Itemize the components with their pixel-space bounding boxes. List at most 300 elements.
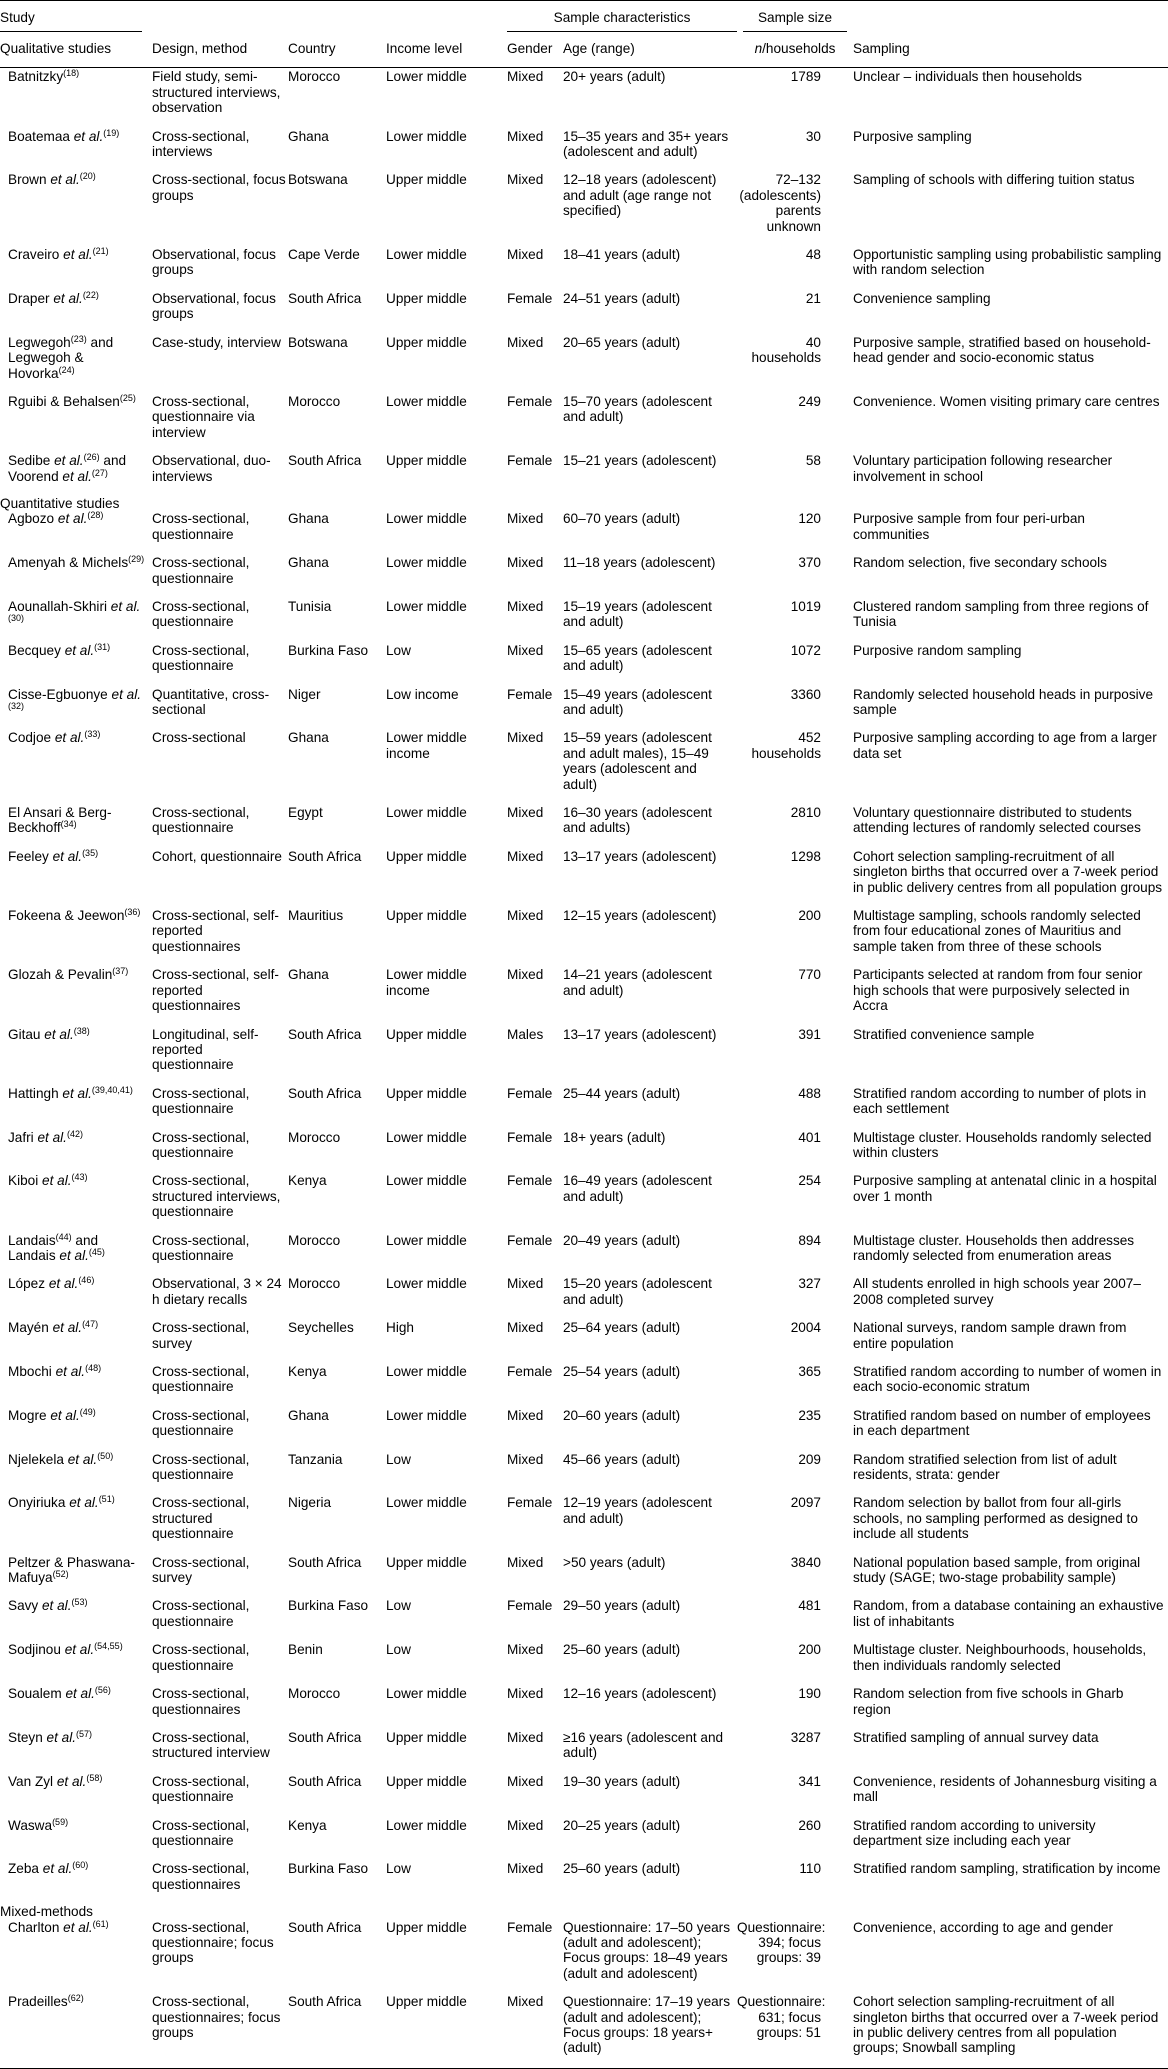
cell-sampling: Purposive sampling according to age from a larger data set (853, 730, 1157, 761)
cell-gender: Female (507, 1085, 553, 1101)
header-col-design: Design, method (152, 41, 248, 57)
study-ref: (48) (85, 1363, 102, 1373)
table-row (0, 452, 1168, 496)
cell-study (0, 1363, 152, 1407)
study-text: Hattingh (8, 1085, 63, 1101)
cell-country: Mauritius (288, 908, 344, 924)
cell-sampling: Multistage cluster. Neighbourhoods, households, then individuals randomly selected (853, 1642, 1147, 1673)
cell-study (0, 848, 152, 907)
study-ref: (43) (71, 1172, 88, 1183)
cell-design: Cross-sectional, structured interview (152, 1729, 270, 1761)
cell-gender: Mixed (507, 1642, 544, 1658)
cell-country: South Africa (288, 1919, 362, 1935)
study-ref: (49) (79, 1406, 96, 1417)
cell-age: 11–18 years (adolescent) (563, 555, 716, 571)
cell-gender: Mixed (507, 848, 544, 864)
study2-text: and Voorend (8, 453, 127, 484)
cell-design: Cross-sectional, questionnaire (152, 1598, 250, 1629)
cell-sampling: Random stratified selection from list of adult residents, strata: gender (853, 1451, 1117, 1483)
study-ref: (19) (103, 127, 120, 138)
study-etal: et al. (42, 1598, 72, 1614)
cell-gender: Mixed (507, 334, 544, 350)
cell-n: 254 (798, 1173, 821, 1189)
cell-age: 20–49 years (adult) (563, 1232, 681, 1248)
cell-income: Upper middle (386, 1919, 467, 1935)
cell-study (0, 246, 152, 290)
cell-n: 452 households (751, 730, 821, 761)
cell-n: 260 (798, 1817, 821, 1833)
cell-n: 209 (798, 1451, 821, 1467)
cell-study (0, 68, 152, 128)
header-col-n-rest: /households (762, 41, 836, 57)
cell-sampling: Participants selected at random from four senior high schools that were purposively selected in Accra (853, 967, 1143, 1014)
cell-design: Cross-sectional, questionnaire (152, 1642, 250, 1673)
cell-income: Upper middle (386, 1773, 467, 1789)
table-row (0, 1685, 1168, 1729)
study-text: Pradeilles (8, 1994, 68, 2010)
cell-age: 25–44 years (adult) (563, 1085, 681, 1101)
cell-design: Cross-sectional, questionnaire (152, 1129, 250, 1160)
cell-n: 894 (798, 1232, 821, 1248)
study-text: Landais (8, 1232, 56, 1248)
cell-gender: Female (507, 1232, 553, 1248)
study-etal: et al. (67, 1451, 98, 1467)
study-text: Mayén (8, 1320, 53, 1336)
study-etal: et al. (73, 128, 104, 144)
study-text: Fokeena & Jeewon (8, 908, 125, 924)
table-row (0, 1451, 1168, 1495)
cell-n: 370 (798, 555, 821, 571)
cell-design: Cross-sectional, self-reported questionnaires (152, 908, 279, 954)
cell-design: Cross-sectional, survey (152, 1320, 250, 1351)
cell-income: Upper middle (386, 1026, 467, 1042)
study-ref: (18) (63, 68, 80, 79)
cell-design: Cross-sectional, questionnaire (152, 1773, 250, 1805)
cell-age: 20–25 years (adult) (563, 1817, 681, 1833)
cell-country: South Africa (288, 1773, 362, 1789)
study-ref: (54,55) (94, 1641, 123, 1652)
cell-country: Ghana (288, 511, 329, 527)
cell-age: 15–35 years and 35+ years (adolescent and adult) (563, 128, 729, 160)
study-ref: (57) (76, 1728, 93, 1739)
cell-sampling: National surveys, random sample drawn from entire population (853, 1320, 1127, 1351)
cell-design: Cross-sectional, focus groups (152, 172, 286, 203)
study-etal: et al. (55, 1364, 86, 1379)
cell-study (0, 966, 152, 1025)
cell-country: Burkina Faso (288, 1861, 369, 1877)
study-ref: (31) (94, 641, 111, 652)
cell-study (0, 729, 152, 804)
cell-design: Cross-sectional, structured interviews, questionnaire (152, 1173, 281, 1220)
cell-sampling: Random selection by ballot from four all-girls schools, no sampling performed as designed to include all students (853, 1495, 1138, 1542)
study-text: Steyn (8, 1729, 47, 1745)
section-title: Quantitative studies (0, 495, 120, 511)
cell-country: Morocco (288, 69, 341, 85)
table-row (0, 686, 1168, 730)
table-row (0, 1275, 1168, 1319)
cell-study (0, 642, 152, 686)
cell-age: 25–60 years (adult) (563, 1642, 681, 1658)
study-etal: et al. (44, 1026, 74, 1042)
cell-study (0, 128, 152, 172)
cell-country: South Africa (288, 1554, 362, 1570)
study-ref: (20) (79, 171, 96, 182)
study-text: Feeley (8, 848, 53, 864)
cell-country: Ghana (288, 730, 329, 746)
cell-country: Botswana (288, 334, 348, 350)
study-text: Draper (8, 290, 54, 306)
cell-n: Questionnaire: 394; focus groups: 39 (737, 1919, 826, 1966)
table-row (0, 1494, 1168, 1553)
cell-study (0, 1494, 152, 1553)
study-etal: et al. (54, 453, 84, 469)
cell-age: 15–21 years (adolescent) (563, 453, 717, 469)
cell-design: Cross-sectional, questionnaires (152, 1861, 250, 1892)
study-text: Van Zyl (8, 1773, 57, 1789)
study-etal: et al. (111, 686, 142, 702)
study-text: Mbochi (8, 1364, 56, 1379)
cell-sampling: Purposive random sampling (853, 642, 1022, 658)
study-text: Sedibe (8, 453, 55, 469)
cell-sampling: Stratified convenience sample (853, 1026, 1035, 1042)
cell-study (0, 1026, 152, 1085)
table-row (0, 804, 1168, 848)
cell-sampling: Multistage sampling, schools randomly selected from four educational zones of Mauritius and sample taken from three of these schools (853, 908, 1141, 954)
cell-income: Upper middle (386, 453, 467, 469)
cell-n: 365 (798, 1364, 821, 1379)
table-row (0, 290, 1168, 334)
study-text: El Ansari & Berg-Beckhoff (8, 805, 112, 836)
study-text: Craveiro (8, 247, 64, 263)
cell-income: Upper middle (386, 1554, 467, 1570)
cell-sampling: Stratified random sampling, stratification by income (853, 1861, 1161, 1877)
cell-gender: Mixed (507, 967, 544, 983)
cell-gender: Mixed (507, 642, 544, 658)
cell-country: Tanzania (288, 1451, 343, 1467)
cell-n: 341 (798, 1773, 821, 1789)
cell-study (0, 1451, 152, 1495)
cell-n: 488 (798, 1085, 821, 1101)
cell-design: Case-study, interview (152, 334, 281, 350)
study-ref: (34) (60, 819, 77, 830)
cell-age: 13–17 years (adolescent) (563, 848, 717, 864)
cell-gender: Female (507, 1495, 553, 1511)
cell-age: 45–66 years (adult) (563, 1451, 681, 1467)
table-row (0, 68, 1168, 128)
study-text: Batnitzky (8, 69, 64, 85)
table-row (0, 1597, 1168, 1641)
study-ref: (61) (92, 1918, 109, 1929)
cell-income: Upper middle (386, 172, 467, 188)
cell-income: Low (386, 642, 411, 658)
cell-income: Lower middle (386, 1817, 467, 1833)
study-ref: (22) (82, 289, 99, 300)
cell-country: South Africa (288, 1085, 362, 1101)
study-etal: et al. (52, 1320, 83, 1336)
cell-gender: Mixed (507, 555, 544, 571)
table-row (0, 966, 1168, 1025)
cell-income: Low (386, 1451, 411, 1467)
cell-n: 2810 (790, 805, 821, 821)
cell-country: Ghana (288, 128, 329, 144)
cell-design: Cross-sectional, questionnaire (152, 511, 250, 542)
cell-gender: Mixed (507, 1817, 544, 1833)
table-row (0, 1407, 1168, 1451)
cell-gender: Female (507, 1919, 553, 1935)
cell-n: 1298 (790, 848, 821, 864)
cell-n: 110 (799, 1861, 821, 1877)
cell-gender: Mixed (507, 128, 544, 144)
cell-income: Upper middle (386, 1085, 467, 1101)
study-etal: et al. (52, 848, 83, 864)
cell-n: 2004 (790, 1320, 821, 1336)
cell-age: 13–17 years (adolescent) (563, 1026, 717, 1042)
cell-design: Cross-sectional, questionnaire (152, 598, 250, 630)
cell-study (0, 334, 152, 393)
cell-sampling: Cohort selection sampling-recruitment of all singleton births that occurred over a 7-week period in public delivery centres from all population groups; Snowball sampling (853, 1994, 1159, 2056)
cell-age: 15–19 years (adolescent and adult) (563, 598, 712, 630)
cell-n: 58 (805, 453, 821, 469)
study2-ref: (27) (91, 467, 108, 478)
cell-design: Cross-sectional, interviews (152, 128, 250, 160)
cell-design: Quantitative, cross-sectional (152, 686, 270, 717)
cell-country: Morocco (288, 393, 341, 409)
cell-country: Morocco (288, 1686, 341, 1702)
table-row (0, 598, 1168, 642)
cell-sampling: Stratified random according to number of plots in each settlement (853, 1085, 1147, 1117)
cell-income: Low (386, 1861, 411, 1877)
cell-study (0, 804, 152, 848)
study-text: Mogre (8, 1407, 51, 1423)
cell-country: South Africa (288, 1729, 362, 1745)
cell-income: Low (386, 1642, 411, 1658)
cell-age: 25–64 years (adult) (563, 1320, 681, 1336)
cell-study (0, 1773, 152, 1817)
study-etal: et al. (110, 598, 141, 614)
study2-text: and Landais (8, 1232, 99, 1263)
cell-study (0, 171, 152, 246)
cell-design: Cross-sectional, questionnaire (152, 642, 250, 674)
cell-n: 2097 (790, 1495, 821, 1511)
cell-sampling: Purposive sample from four peri-urban communities (853, 511, 1085, 542)
cell-country: Nigeria (288, 1495, 332, 1511)
cell-income: Upper middle (386, 290, 467, 306)
cell-country: Ghana (288, 555, 329, 571)
cell-country: South Africa (288, 290, 362, 306)
cell-income: Lower middle (386, 69, 467, 85)
cell-age: 20–65 years (adult) (563, 334, 681, 350)
cell-country: Ghana (288, 1407, 329, 1423)
header-sample-size-label: Sample size (743, 10, 847, 32)
cell-n: 200 (798, 1642, 821, 1658)
study-ref: (23) (70, 333, 87, 344)
cell-sampling: Random selection from five schools in Gharb region (853, 1686, 1124, 1717)
table-row (0, 848, 1168, 907)
table-row (0, 334, 1168, 393)
cell-study (0, 1920, 152, 1994)
table-row (0, 1085, 1168, 1129)
cell-sampling: Multistage cluster. Households then addresses randomly selected from enumeration areas (853, 1232, 1135, 1263)
cell-country: Benin (288, 1642, 323, 1658)
cell-design: Longitudinal, self-reported questionnaire (152, 1026, 259, 1073)
cell-income: Lower middle (386, 247, 467, 263)
cell-sampling: Stratified random according to number of women in each socio-economic stratum (853, 1364, 1162, 1395)
study-ref: (42) (66, 1128, 83, 1139)
cell-design: Field study, semi-structured interviews, observation (152, 69, 281, 116)
cell-country: Ghana (288, 967, 329, 983)
cell-gender: Mixed (507, 172, 544, 188)
cell-income: Lower middle (386, 1364, 467, 1379)
cell-design: Cross-sectional, questionnaire (152, 1232, 250, 1263)
cell-age: Questionnaire: 17–50 years (adult and adolescent); Focus groups: 18–49 years (adult and adolescent) (563, 1919, 731, 1981)
study-ref: (26) (83, 452, 100, 463)
cell-design: Cross-sectional, questionnaire (152, 1817, 250, 1848)
cell-design: Cross-sectional, questionnaire (152, 805, 250, 836)
header-study-label: Study (0, 10, 142, 32)
cell-sampling: Purposive sampling at antenatal clinic in a hospital over 1 month (853, 1173, 1157, 1204)
study-etal: et al. (50, 172, 80, 188)
cell-sampling: Purposive sample, stratified based on household-head gender and socio-economic status (853, 334, 1151, 366)
cell-age: 18+ years (adult) (563, 1129, 666, 1145)
header-row-top (0, 1, 1168, 33)
cell-income: Upper middle (386, 334, 467, 350)
cell-n: 327 (798, 1276, 821, 1292)
section-title-row (0, 1904, 1168, 1919)
cell-gender: Female (507, 453, 553, 469)
cell-study (0, 686, 152, 730)
cell-n: 401 (798, 1129, 821, 1145)
cell-age: 15–59 years (adolescent and adult males), 15–49 years (adolescent and adult) (563, 730, 712, 792)
cell-gender: Mixed (507, 1554, 544, 1570)
header-study (0, 1, 152, 33)
cell-sampling: Convenience sampling (853, 290, 991, 306)
cell-gender: Mixed (507, 1994, 544, 2010)
study-etal: et al. (50, 1407, 80, 1423)
cell-study (0, 554, 152, 598)
cell-design: Observational, focus groups (152, 247, 276, 278)
study-text: Peltzer & Phaswana-Mafuya (8, 1554, 135, 1586)
cell-income: Lower middle (386, 805, 467, 821)
cell-sampling: Voluntary participation following researcher involvement in school (853, 453, 1113, 484)
cell-study (0, 907, 152, 966)
study-text: Soualem (8, 1686, 66, 1702)
cell-age: 12–16 years (adolescent) (563, 1686, 717, 1702)
cell-age: 15–49 years (adolescent and adult) (563, 686, 712, 717)
cell-sampling: Randomly selected household heads in purposive sample (853, 686, 1154, 717)
cell-gender: Female (507, 1129, 553, 1145)
study-etal: et al. (42, 1861, 73, 1877)
study-ref: (53) (71, 1597, 88, 1608)
table-row (0, 511, 1168, 554)
cell-sampling: Multistage cluster. Households randomly selected within clusters (853, 1129, 1152, 1160)
table-row (0, 393, 1168, 452)
study-ref: (59) (52, 1816, 69, 1827)
study-etal: et al. (56, 1773, 87, 1789)
study-etal: et al. (54, 730, 85, 746)
study-etal: et al. (65, 1686, 95, 1702)
study-text: Codjoe (8, 730, 55, 746)
cell-country: Kenya (288, 1364, 327, 1379)
cell-income: Lower middle (386, 511, 467, 527)
cell-country: Kenya (288, 1173, 327, 1189)
cell-gender: Mixed (507, 247, 544, 263)
cell-country: Morocco (288, 1276, 341, 1292)
cell-n: 30 (805, 128, 821, 144)
cell-income: Lower middle income (386, 967, 467, 998)
cell-n: 72–132 (adolescents) parents unknown (739, 172, 821, 234)
study-text: Charlton (8, 1919, 64, 1935)
cell-age: 12–15 years (adolescent) (563, 908, 717, 924)
cell-study (0, 1597, 152, 1641)
study2-etal: et al. (59, 1247, 89, 1263)
header-col-country: Country (288, 41, 336, 57)
cell-study (0, 393, 152, 452)
study-etal: et al. (42, 1173, 72, 1189)
cell-country: Tunisia (288, 598, 332, 614)
study-text: López (8, 1276, 49, 1292)
study-text: Agbozo (8, 511, 58, 527)
study-etal: et al. (62, 1085, 92, 1101)
study-ref: (36) (124, 907, 141, 918)
study-text: Boatemaa (8, 128, 74, 144)
table-body (0, 68, 1168, 2068)
study-ref: (52) (52, 1569, 69, 1580)
study2-ref: (24) (58, 364, 75, 375)
study2-etal: et al. (62, 468, 92, 484)
cell-income: Lower middle (386, 1276, 467, 1292)
cell-country: Burkina Faso (288, 642, 369, 658)
study-ref: (21) (92, 246, 109, 257)
cell-sampling: Stratified random according to university department size including each year (853, 1817, 1096, 1848)
cell-country: Niger (288, 686, 321, 702)
study-ref: (44) (55, 1231, 72, 1242)
study-text: Amenyah & Michels (8, 555, 129, 571)
cell-design: Cross-sectional, questionnaire (152, 1407, 250, 1439)
study-text: Glozah & Pevalin (8, 967, 113, 983)
cell-study (0, 1817, 152, 1861)
table-row (0, 1172, 1168, 1231)
cell-design: Observational, duo-interviews (152, 453, 271, 484)
cell-age: 14–21 years (adolescent and adult) (563, 967, 712, 998)
study-etal: et al. (64, 642, 95, 658)
cell-n: 1072 (790, 642, 821, 658)
cell-sampling: Unclear – individuals then households (853, 69, 1082, 85)
study-ref: (29) (128, 554, 145, 565)
study-text: Rguibi & Behalsen (8, 393, 120, 409)
header-sample-characteristics-label: Sample characteristics (507, 10, 737, 32)
cell-income: Lower middle (386, 1686, 467, 1702)
cell-age: 60–70 years (adult) (563, 511, 681, 527)
table-row (0, 1641, 1168, 1685)
cell-age: 15–65 years (adolescent and adult) (563, 642, 712, 674)
header-col-age: Age (range) (563, 41, 635, 57)
cell-n: 1019 (790, 598, 821, 614)
cell-n: 235 (798, 1407, 821, 1423)
study-text: Njelekela (8, 1451, 68, 1467)
cell-n: 3287 (790, 1729, 821, 1745)
cell-age: 18–41 years (adult) (563, 247, 681, 263)
cell-n: 120 (798, 511, 821, 527)
cell-age: 25–54 years (adult) (563, 1364, 681, 1379)
cell-income: Upper middle (386, 1994, 467, 2010)
table-row (0, 1026, 1168, 1085)
cell-study (0, 290, 152, 334)
cell-age: 24–51 years (adult) (563, 290, 681, 306)
study2-ref: (45) (88, 1246, 105, 1257)
cell-study (0, 511, 152, 554)
cell-design: Cross-sectional, questionnaires; focus groups (152, 1994, 281, 2040)
header-col-study: Qualitative studies (0, 41, 112, 57)
